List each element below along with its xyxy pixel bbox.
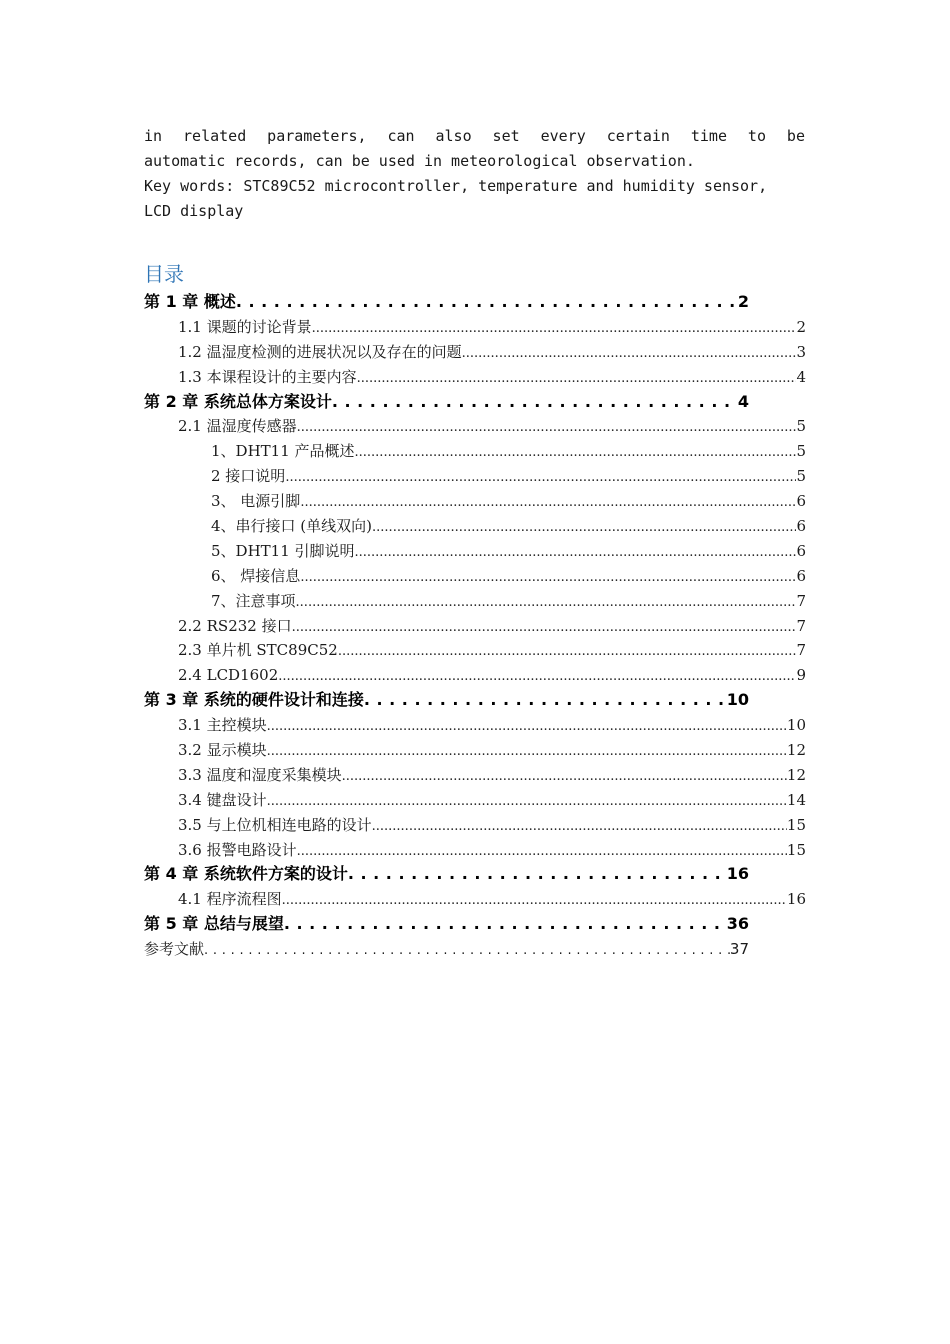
toc-section-entry[interactable] <box>144 713 806 738</box>
toc-dot-leader <box>284 912 727 937</box>
toc-entry-title: 1.2 温湿度检测的进展状况以及存在的问题 <box>178 342 462 361</box>
toc-page-number: 6 <box>796 566 806 585</box>
toc-entry-title: 5、DHT11 引脚说明 <box>211 541 355 560</box>
toc-dot-leader <box>355 539 797 564</box>
toc-section-entry[interactable] <box>144 340 806 365</box>
toc-page-number: 2 <box>737 292 749 311</box>
toc-title: 目录 <box>144 262 184 286</box>
toc-dot-leader <box>300 564 796 589</box>
toc-page-number: 14 <box>786 790 806 809</box>
toc-page-number: 9 <box>796 666 806 685</box>
toc-section-entry[interactable] <box>144 788 806 813</box>
toc-page-number: 6 <box>796 492 806 511</box>
toc-dot-leader <box>364 688 727 713</box>
toc-entry-title: 参考文献 <box>144 940 205 959</box>
toc-entry-title: 3.1 主控模块 <box>178 716 267 735</box>
toc-entry-title: 7、注意事项 <box>211 591 296 610</box>
toc-entry-title: 1、DHT11 产品概述 <box>211 442 355 461</box>
toc-dot-leader <box>342 763 787 788</box>
toc-dot-leader <box>332 390 738 415</box>
toc-section-entry[interactable] <box>144 838 806 863</box>
toc-dot-leader <box>285 464 796 489</box>
toc-section-entry[interactable] <box>144 315 806 340</box>
toc-chapter-entry[interactable] <box>144 862 806 887</box>
toc-page-number: 6 <box>796 517 806 536</box>
toc-entry-title: 2.1 温湿度传感器 <box>178 417 297 436</box>
toc-entry-title: 3.4 键盘设计 <box>178 790 267 809</box>
toc-dot-leader <box>267 738 787 763</box>
toc-page-number: 7 <box>796 616 806 635</box>
toc-entry-title: 2.4 LCD1602 <box>178 666 279 685</box>
toc-section-entry[interactable] <box>144 365 806 390</box>
toc-page-number: 2 <box>796 317 806 336</box>
toc-page-number: 5 <box>796 417 806 436</box>
toc-dot-leader <box>204 937 730 962</box>
abstract-line: automatic records, can be used in meteorological observation. <box>144 152 695 170</box>
toc-section-entry[interactable] <box>144 489 806 514</box>
toc-dot-leader <box>355 439 797 464</box>
toc-entry-title: 第 2 章 系统总体方案设计 <box>144 391 332 411</box>
toc-page-number: 16 <box>786 890 806 909</box>
toc-entry-title: 3.5 与上位机相连电路的设计 <box>178 815 372 834</box>
toc-entry-title: 3.3 温度和湿度采集模块 <box>178 765 342 784</box>
toc-page-number: 36 <box>726 914 749 934</box>
table-of-contents <box>144 290 806 962</box>
toc-dot-leader <box>300 489 796 514</box>
toc-entry-title: 第 3 章 系统的硬件设计和连接 <box>144 690 364 710</box>
toc-dot-leader <box>296 589 797 614</box>
toc-dot-leader <box>348 862 727 887</box>
toc-dot-leader <box>338 638 797 663</box>
toc-entry-title: 1.1 课题的讨论背景 <box>178 317 312 336</box>
toc-section-entry[interactable] <box>144 813 806 838</box>
toc-dot-leader <box>292 614 797 639</box>
toc-page-number: 37 <box>729 940 749 959</box>
toc-entry-title: 2.3 单片机 STC89C52 <box>178 641 338 660</box>
toc-page-number: 15 <box>786 840 806 859</box>
toc-entry-title: 第 1 章 概述 <box>144 292 236 311</box>
toc-section-entry[interactable] <box>144 414 806 439</box>
toc-page-number: 10 <box>786 716 806 735</box>
toc-section-entry[interactable] <box>144 638 806 663</box>
toc-references-entry[interactable] <box>144 937 806 962</box>
toc-dot-leader <box>278 663 796 688</box>
abstract-line: in related parameters, can also set every certain time to be <box>144 127 805 145</box>
toc-entry-title: 2 接口说明 <box>211 467 286 486</box>
toc-dot-leader <box>282 887 787 912</box>
toc-page-number: 16 <box>726 864 749 884</box>
abstract-text <box>144 124 805 224</box>
toc-entry-title: 6、 焊接信息 <box>211 566 301 585</box>
toc-entry-title: 3.6 报警电路设计 <box>178 840 297 859</box>
toc-section-entry[interactable] <box>144 738 806 763</box>
toc-dot-leader <box>267 713 787 738</box>
toc-chapter-entry[interactable] <box>144 912 806 937</box>
toc-chapter-entry[interactable] <box>144 390 806 415</box>
toc-section-entry[interactable] <box>144 887 806 912</box>
toc-dot-leader <box>236 290 738 315</box>
toc-dot-leader <box>372 514 796 539</box>
toc-entry-title: 第 5 章 总结与展望 <box>144 914 284 934</box>
toc-page-number: 5 <box>796 467 806 486</box>
toc-section-entry[interactable] <box>144 763 806 788</box>
toc-page-number: 4 <box>796 367 806 386</box>
toc-entry-title: 4、串行接口 (单线双向) <box>211 517 373 536</box>
toc-page-number: 5 <box>796 442 806 461</box>
keywords-line: LCD display <box>144 202 244 220</box>
toc-entry-title: 3、 电源引脚 <box>211 492 301 511</box>
toc-dot-leader <box>372 813 787 838</box>
keywords-line: Key words: STC89C52 microcontroller, temperature and humidity sensor, <box>144 177 768 195</box>
toc-dot-leader <box>462 340 797 365</box>
toc-section-entry[interactable] <box>144 589 806 614</box>
toc-section-entry[interactable] <box>144 514 806 539</box>
toc-section-entry[interactable] <box>144 539 806 564</box>
toc-entry-title: 3.2 显示模块 <box>178 741 267 760</box>
toc-page-number: 7 <box>796 641 806 660</box>
toc-chapter-entry[interactable] <box>144 290 806 315</box>
toc-page-number: 10 <box>726 690 749 710</box>
toc-dot-leader <box>297 414 797 439</box>
toc-section-entry[interactable] <box>144 439 806 464</box>
toc-section-entry[interactable] <box>144 464 806 489</box>
toc-section-entry[interactable] <box>144 614 806 639</box>
toc-section-entry[interactable] <box>144 564 806 589</box>
toc-dot-leader <box>297 838 787 863</box>
toc-entry-title: 4.1 程序流程图 <box>178 890 282 909</box>
toc-page-number: 3 <box>796 342 806 361</box>
toc-entry-title: 第 4 章 系统软件方案的设计 <box>144 864 348 884</box>
toc-dot-leader <box>312 315 797 340</box>
toc-section-entry[interactable] <box>144 663 806 688</box>
toc-entry-title: 2.2 RS232 接口 <box>178 616 292 635</box>
toc-chapter-entry[interactable] <box>144 688 806 713</box>
toc-dot-leader <box>357 365 797 390</box>
toc-page-number: 12 <box>786 741 806 760</box>
toc-page-number: 6 <box>796 541 806 560</box>
toc-entry-title: 1.3 本课程设计的主要内容 <box>178 367 357 386</box>
toc-page-number: 12 <box>786 765 806 784</box>
toc-page-number: 4 <box>737 391 749 411</box>
toc-dot-leader <box>267 788 787 813</box>
toc-page-number: 7 <box>796 591 806 610</box>
toc-page-number: 15 <box>786 815 806 834</box>
